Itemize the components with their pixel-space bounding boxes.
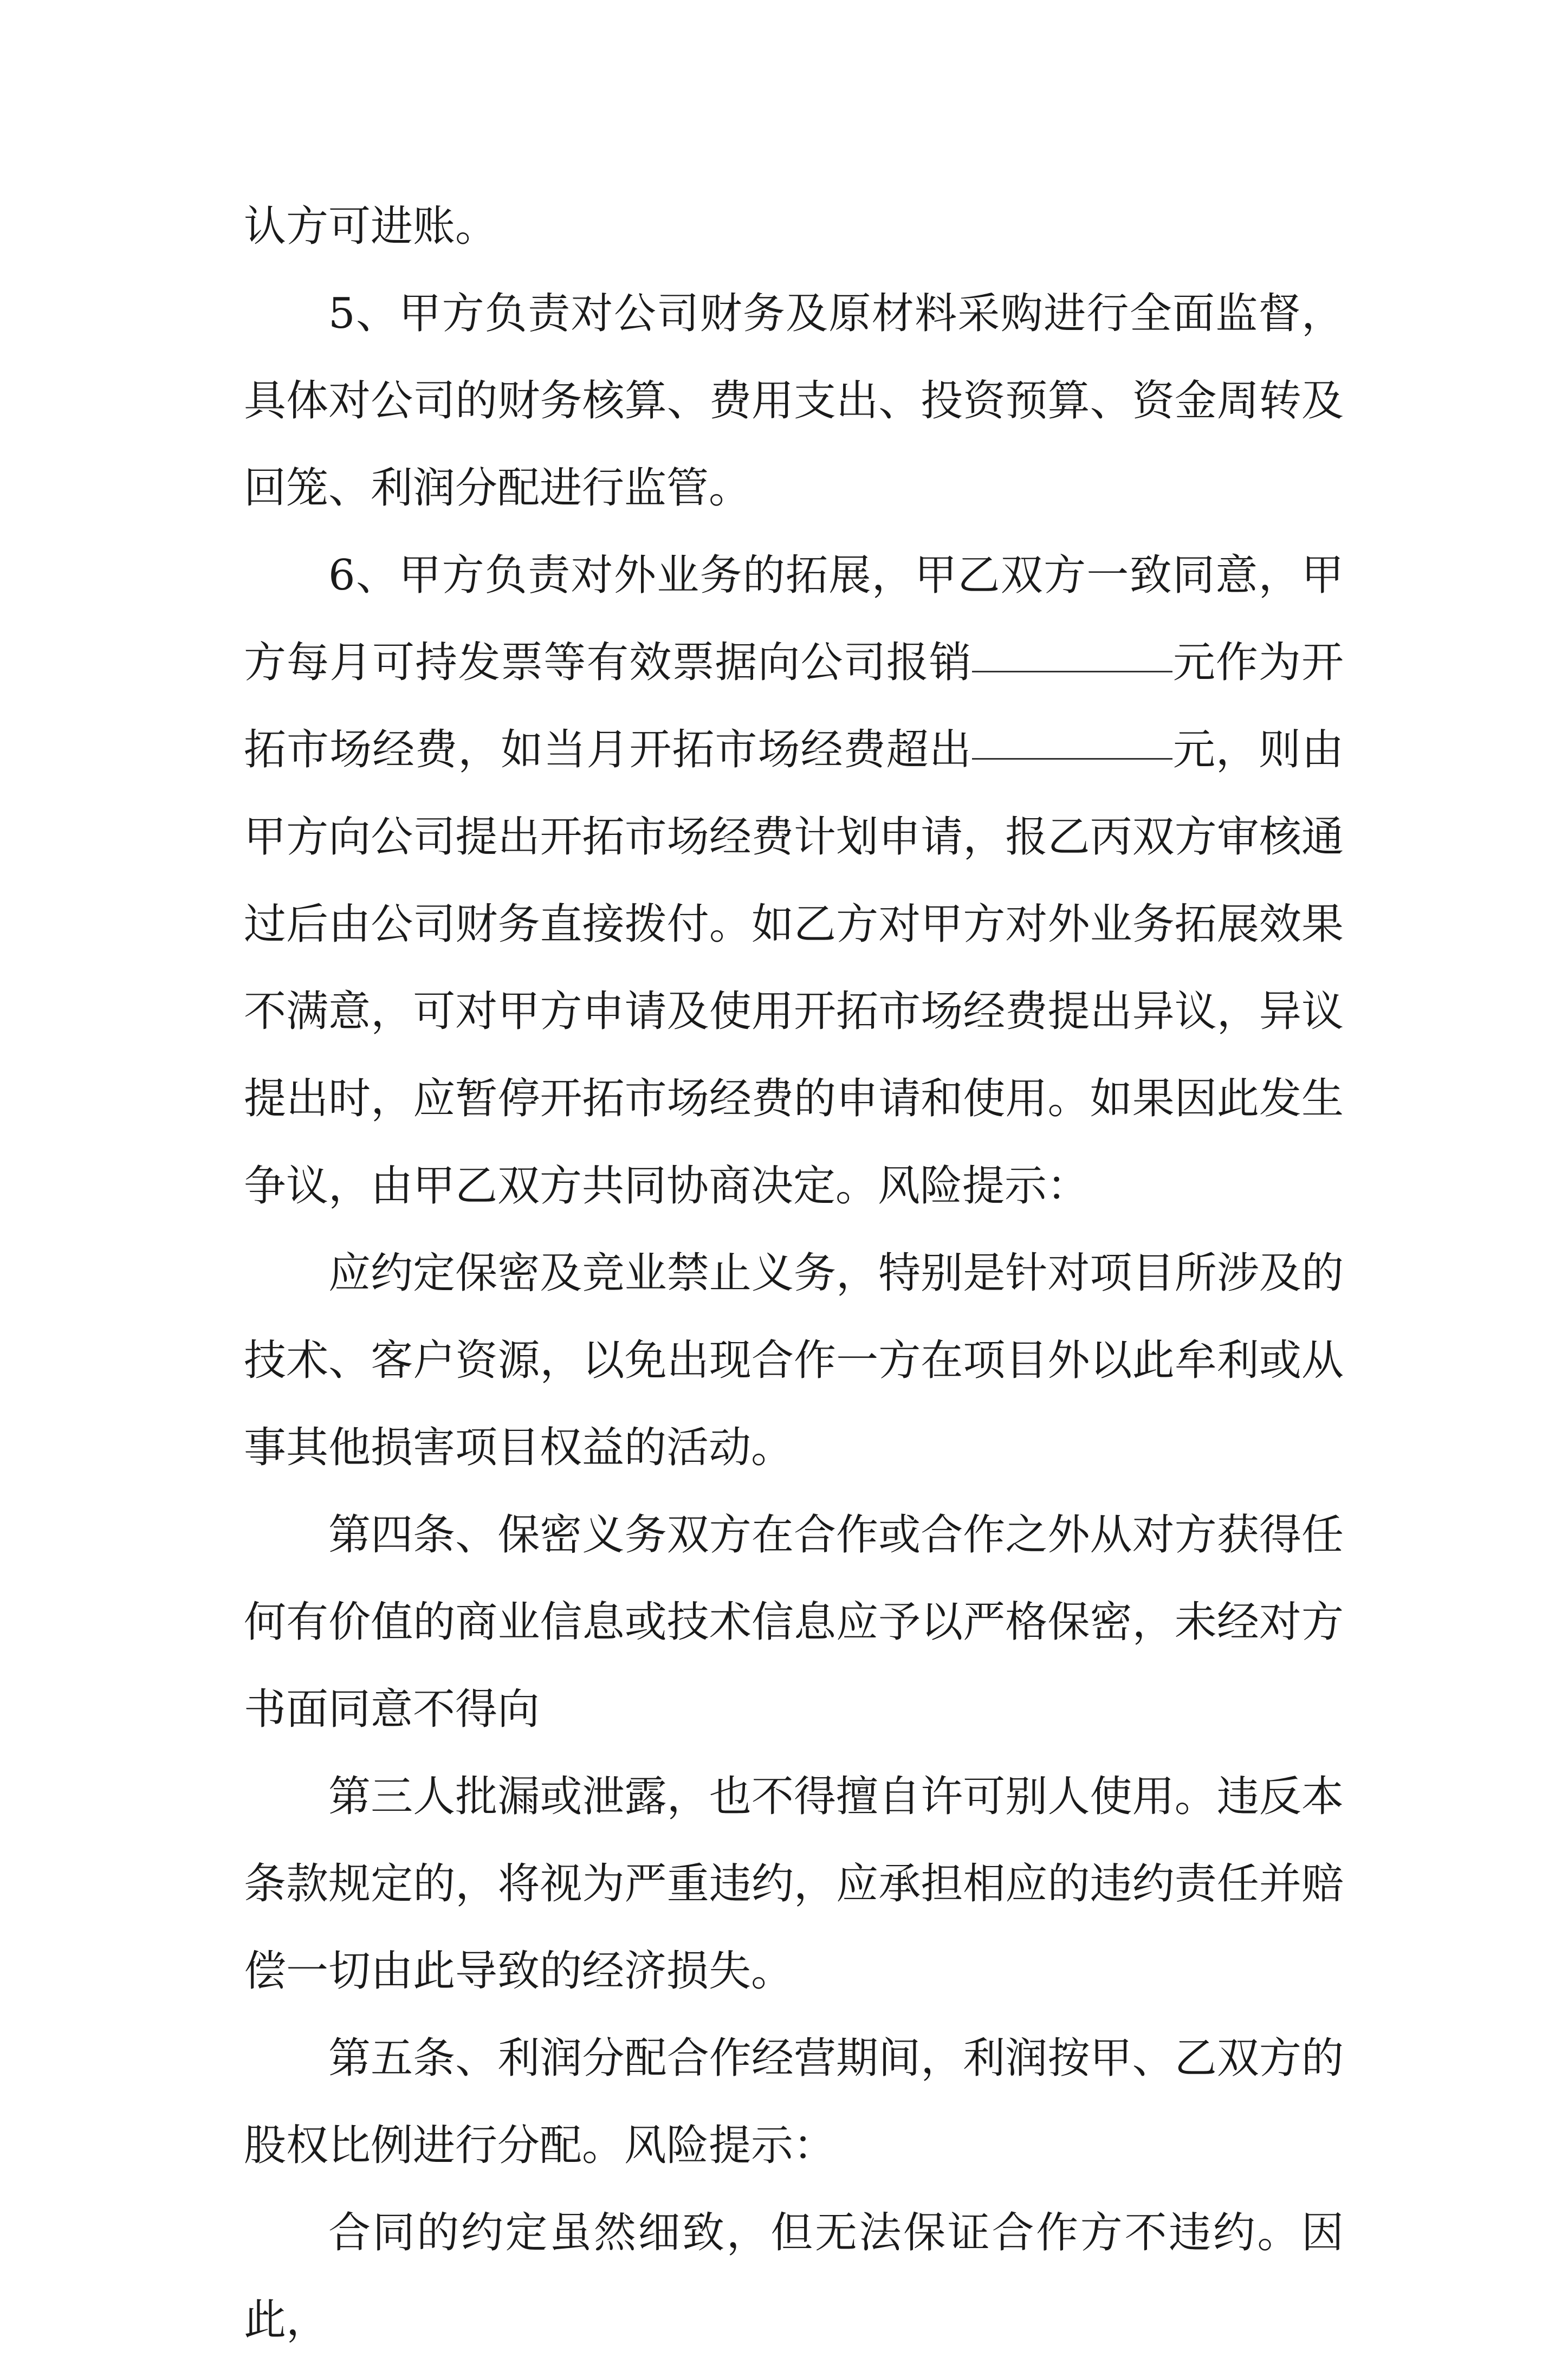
paragraph-continuation: 认方可进账。 (244, 202, 498, 251)
document-body (244, 183, 1344, 2364)
paragraph-article-5: 第五条、利润分配合作经营期间，利润按甲、乙双方的股权比例进行分配。风险提示： (244, 2034, 1344, 2170)
paragraph-item-6-part2: 元作为开拓市场经费，如当月开拓市场经费超出 (244, 638, 1344, 774)
paragraph-item-6 (244, 532, 1344, 1230)
fill-in-blank-amount (972, 670, 1172, 672)
paragraph-item-6-part3: 元，则由甲方向公司提出开拓市场经费计划申请，报乙丙双方审核通过后由公司财务直接拨付。如乙方对甲方对外业务拓展效果不满意，可对甲方申请及使用开拓市场经费提出异议，异议提出时，应暂停开拓市场经费的申请和使用。如果因此发生争议，由甲乙双方共同协商决定。风险提示： (244, 726, 1344, 1210)
paragraph-risk-note-confidentiality: 应约定保密及竞业禁止义务，特别是针对项目所涉及的技术、客户资源，以免出现合作一方在项目外以此牟利或从事其他损害项目权益的活动。 (244, 1249, 1344, 1472)
paragraph-item-5: 5、甲方负责对公司财务及原材料采购进行全面监督，具体对公司的财务核算、费用支出、投资预算、资金周转及回笼、利润分配进行监管。 (244, 289, 1344, 513)
paragraph-article-4: 第四条、保密义务双方在合作或合作之外从对方获得任何有价值的商业信息或技术信息应予以严格保密，未经对方书面同意不得向 (244, 1511, 1344, 1734)
paragraph-item-6-part1: 6、甲方负责对外业务的拓展，甲乙双方一致同意，甲方每月可持发票等有效票据向公司报销 (244, 551, 1344, 687)
paragraph-article-4-continued: 第三人批漏或泄露，也不得擅自许可别人使用。违反本条款规定的，将视为严重违约，应承担相应的违约责任并赔偿一切由此导致的经济损失。 (244, 1772, 1344, 1996)
paragraph-risk-note-contract: 合同的约定虽然细致，但无法保证合作方不违约。因此， (244, 2208, 1344, 2344)
fill-in-blank-limit (972, 757, 1172, 760)
